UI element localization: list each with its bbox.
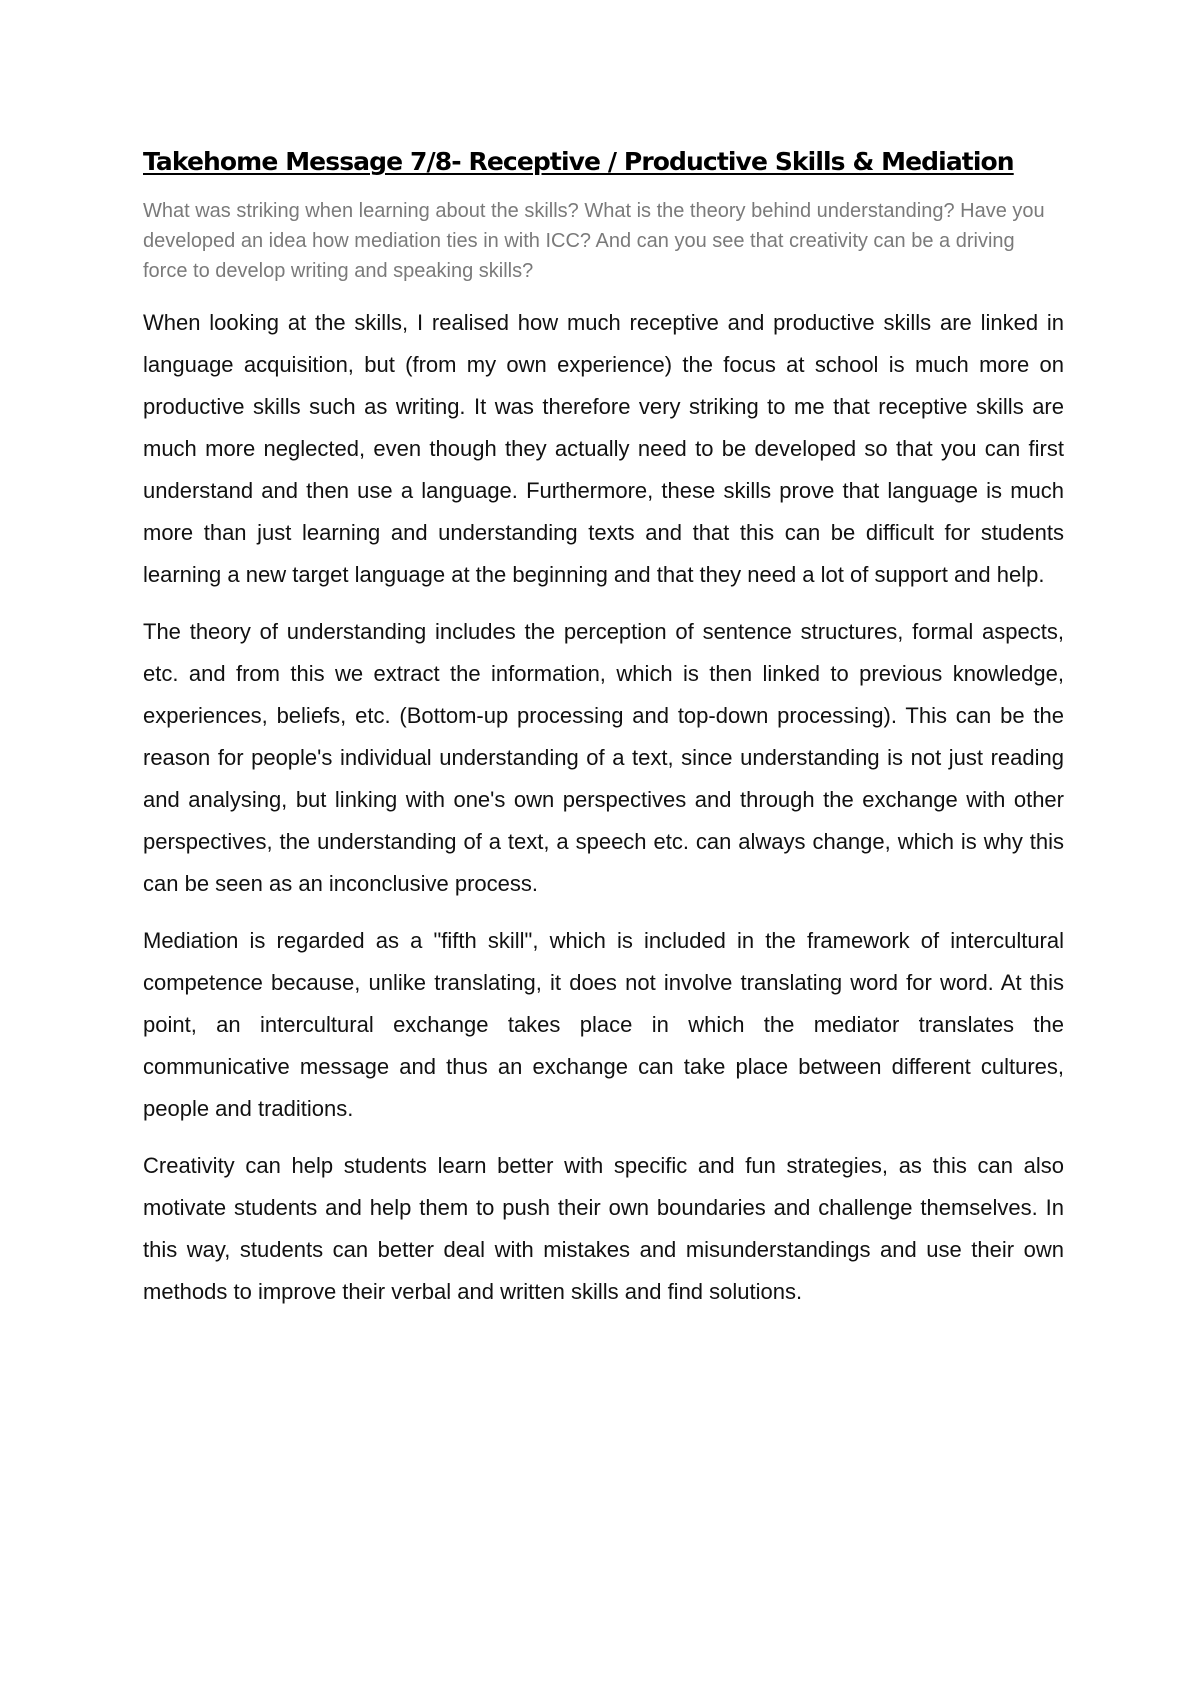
answer-paragraph-mediation: Mediation is regarded as a "fifth skill", which is included in the framework of intercultural competence because, unlike translating, it does not involve translating word for word. At this point, an intercultural exchange takes place in which the mediator translates the communicative message and thus an exchange can take place between different cultures, people and traditions. — [143, 928, 1064, 1121]
document-content — [143, 142, 1064, 1328]
answer-paragraph-creativity: Creativity can help students learn better with specific and fun strategies, as this can also motivate students and help them to push their own boundaries and challenge themselves. In this way, students can better deal with mistakes and misunderstandings and use their own methods to improve their verbal and written skills and find solutions. — [143, 1153, 1064, 1304]
answer-paragraph-skills: When looking at the skills, I realised how much receptive and productive skills are linked in language acquisition, but (from my own experience) the focus at school is much more on productive skills such as writing. It was therefore very striking to me that receptive skills are much more neglected, even though they actually need to be developed so that you can first understand and then use a language. Furthermore, these skills prove that language is much more than just learning and understanding texts and that this can be difficult for students learning a new target language at the beginning and that they need a lot of support and help. — [143, 310, 1064, 587]
document-title: Takehome Message 7/8- Receptive / Productive Skills & Mediation — [143, 147, 1014, 176]
answer-paragraph-understanding: The theory of understanding includes the perception of sentence structures, formal aspects, etc. and from this we extract the information, which is then linked to previous knowledge, experiences, beliefs, etc. (Bottom-up processing and top-down processing). This can be the reason for people's individual understanding of a text, since understanding is not just reading and analysing, but linking with one's own perspectives and through the exchange with other perspectives, the understanding of a text, a speech etc. can always change, which is why this can be seen as an inconclusive process. — [143, 619, 1064, 896]
assignment-prompt: What was striking when learning about the skills? What is the theory behind understanding? Have you developed an idea how mediation ties in with ICC? And can you see that creativity can be a driving force to develop writing and speaking skills? — [143, 200, 1045, 282]
